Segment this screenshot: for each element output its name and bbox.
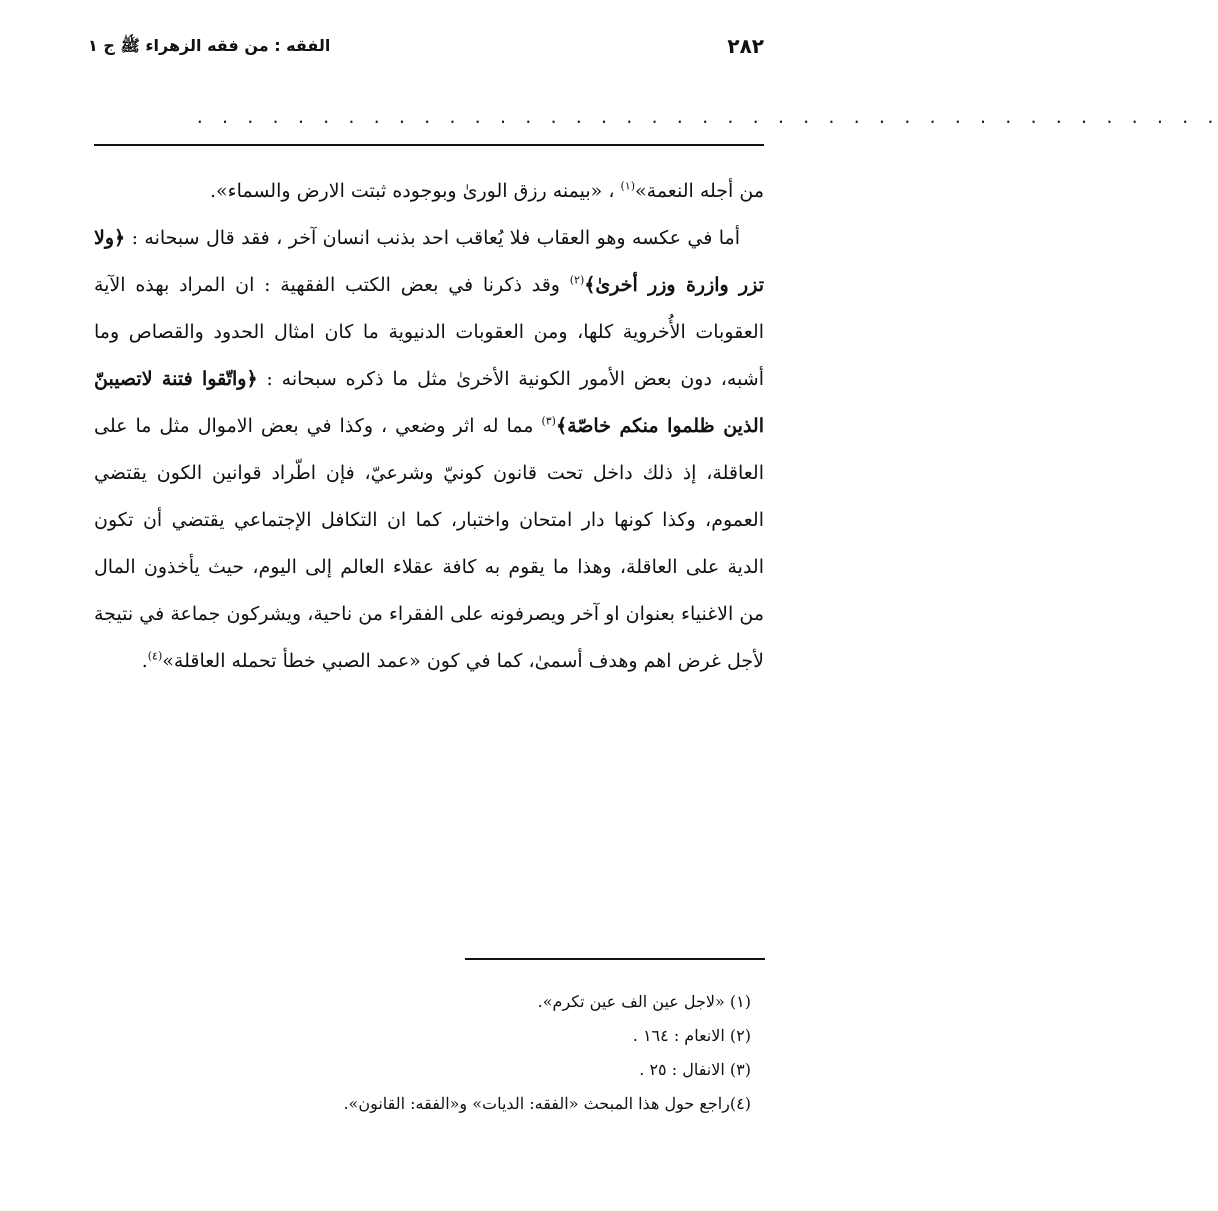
dotted-separator: . . . . . . . . . . . . . . . . . . . . . . . . . . . . . . . . . . . . . . . . .	[195, 108, 1218, 127]
footnote-3: (٣) الانفال : ٢٥ .	[639, 1060, 751, 1079]
footnote-mark-3: (٣)	[541, 414, 556, 428]
main-text	[94, 168, 764, 685]
footnote-rule	[465, 958, 765, 960]
running-title: الفقه : من فقه الزهراء ﷺ ج ١	[88, 36, 331, 55]
paragraph-1	[94, 168, 764, 215]
text-segment: وقد ذكرنا في بعض الكتب الفقهية : ان المراد بهذه الآية العقوبات الأُخروية كلها، ومن العقوبات الدنيوية ما كان امثال الحدود والقصاص وما أشبه، دون بعض الأمور الكونية الأخرىٰ مثل ما ذكره سبحانه :	[94, 274, 764, 390]
footnotes	[191, 985, 751, 1121]
footnote-mark-2: (٢)	[569, 273, 585, 287]
text-segment: ، «بيمنه رزق الورىٰ وبوجوده ثبتت الارض والسماء».	[209, 180, 621, 202]
quran-verse-1: ﴿ولا تزر وازرة وزر أخرىٰ﴾	[94, 227, 764, 296]
footnote-mark-4: (٤)	[147, 649, 163, 663]
text-segment: .	[141, 650, 148, 672]
footnote-1: (١) «لاجل عين الف عين تكرم».	[537, 992, 751, 1011]
footnote-mark-1: (١)	[620, 179, 636, 193]
page-number: ٢٨٢	[727, 34, 764, 58]
page-header	[88, 34, 764, 64]
text-segment: أما في عكسه وهو العقاب فلا يُعاقب احد بذنب انسان آخر ، فقد قال سبحانه :	[125, 227, 740, 249]
header-rule	[94, 144, 764, 146]
footnote-4: (٤)راجع حول هذا المبحث «الفقه: الديات» و«الفقه: القانون».	[343, 1094, 751, 1113]
quran-verse-2: ﴿واتّقوا فتنة لاتصيبنّ الذين ظلموا منكم خاصّة﴾	[94, 368, 764, 437]
text-segment: مما له اثر وضعي ، وكذا في بعض الاموال مثل ما على العاقلة، إذ ذلك داخل تحت قانون كونيّ وشرعيّ، فإن اطّراد قوانين الكون يقتضي العموم، وكذا كونها دار امتحان واختبار، كما ان التكافل الإجتماعي يقتضي أن تكون الدية على العاقلة، وهذا ما يقوم به كافة عقلاء العالم إلى اليوم، حيث يأخذون المال من الاغنياء بعنوان او آخر ويصرفونه على الفقراء من ناحية، ويشركون جماعة في نتيجة لأجل غرض اهم وهدف أسمىٰ، كما في كون «عمد الصبي خطأ تحمله العاقلة»	[94, 415, 764, 672]
footnote-2: (٢) الانعام : ١٦٤ .	[632, 1026, 751, 1045]
paragraph-2	[94, 215, 764, 685]
text-segment: من أجله النعمة»	[635, 180, 764, 202]
